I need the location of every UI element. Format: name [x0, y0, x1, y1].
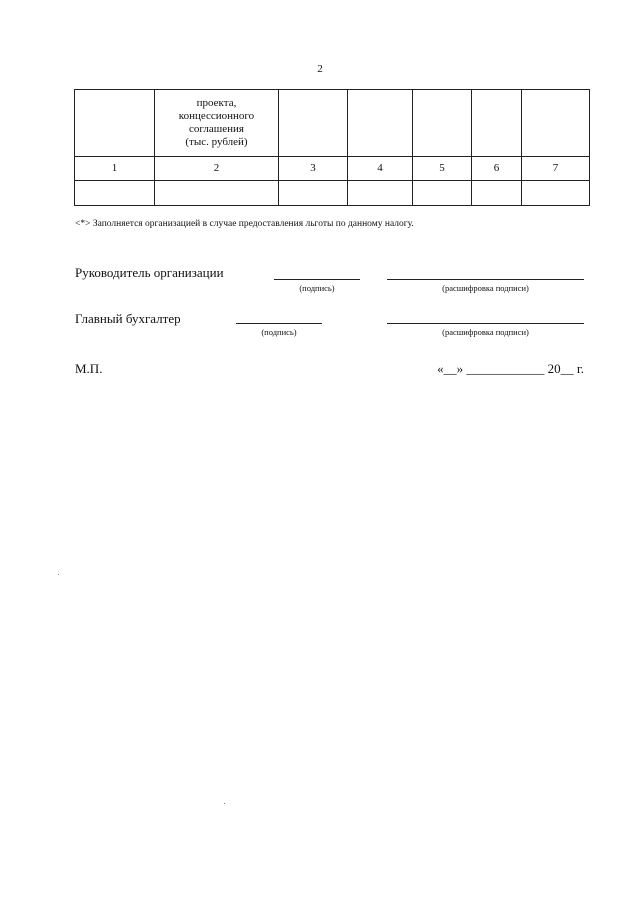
accountant-signature-line[interactable]	[236, 323, 322, 324]
table-header-cell	[155, 90, 279, 157]
stamp-label: М.П.	[75, 361, 103, 376]
accountant-label: Главный бухгалтер	[75, 311, 181, 326]
scan-artifact	[58, 574, 59, 575]
accountant-decoding-caption: (расшифровка подписи)	[442, 327, 529, 337]
table-cell[interactable]	[155, 181, 279, 206]
accountant-decoding-line[interactable]	[387, 323, 584, 324]
header-line: соглашения	[189, 123, 244, 135]
director-decoding-line[interactable]	[387, 279, 584, 280]
date-field[interactable]: «__» ____________ 20__ г.	[437, 361, 584, 376]
table-header-cell	[413, 90, 472, 157]
director-signature-caption: (подпись)	[299, 283, 335, 293]
director-label: Руководитель организации	[75, 265, 224, 280]
table-cell[interactable]	[279, 181, 348, 206]
table-header-row	[75, 90, 590, 157]
table-cell[interactable]	[472, 181, 522, 206]
table-header-cell	[472, 90, 522, 157]
footnote: <*> Заполняется организацией в случае предоставления льготы по данному налогу.	[75, 219, 414, 229]
table-header-cell	[279, 90, 348, 157]
table-header-cell	[75, 90, 155, 157]
table-cell[interactable]	[348, 181, 413, 206]
column-number: 4	[348, 157, 413, 181]
table-header-cell	[348, 90, 413, 157]
director-signature-line[interactable]	[274, 279, 360, 280]
page-number: 2	[317, 63, 323, 75]
column-number: 7	[522, 157, 590, 181]
header-line: концессионного	[178, 110, 255, 122]
accountant-signature-caption: (подпись)	[261, 327, 297, 337]
table-cell[interactable]	[75, 181, 155, 206]
column-number: 6	[472, 157, 522, 181]
header-line: (тыс. рублей)	[185, 136, 248, 148]
column-number-row	[75, 157, 590, 181]
table-row	[75, 181, 590, 206]
column-number: 2	[155, 157, 279, 181]
table-cell[interactable]	[522, 181, 590, 206]
scan-artifact	[224, 803, 225, 804]
column-number: 1	[75, 157, 155, 181]
header-line: проекта,	[196, 97, 237, 109]
column-number: 5	[413, 157, 472, 181]
table-header-cell	[522, 90, 590, 157]
director-decoding-caption: (расшифровка подписи)	[442, 283, 529, 293]
column-number: 3	[279, 157, 348, 181]
table-cell[interactable]	[413, 181, 472, 206]
form-table	[74, 89, 590, 206]
